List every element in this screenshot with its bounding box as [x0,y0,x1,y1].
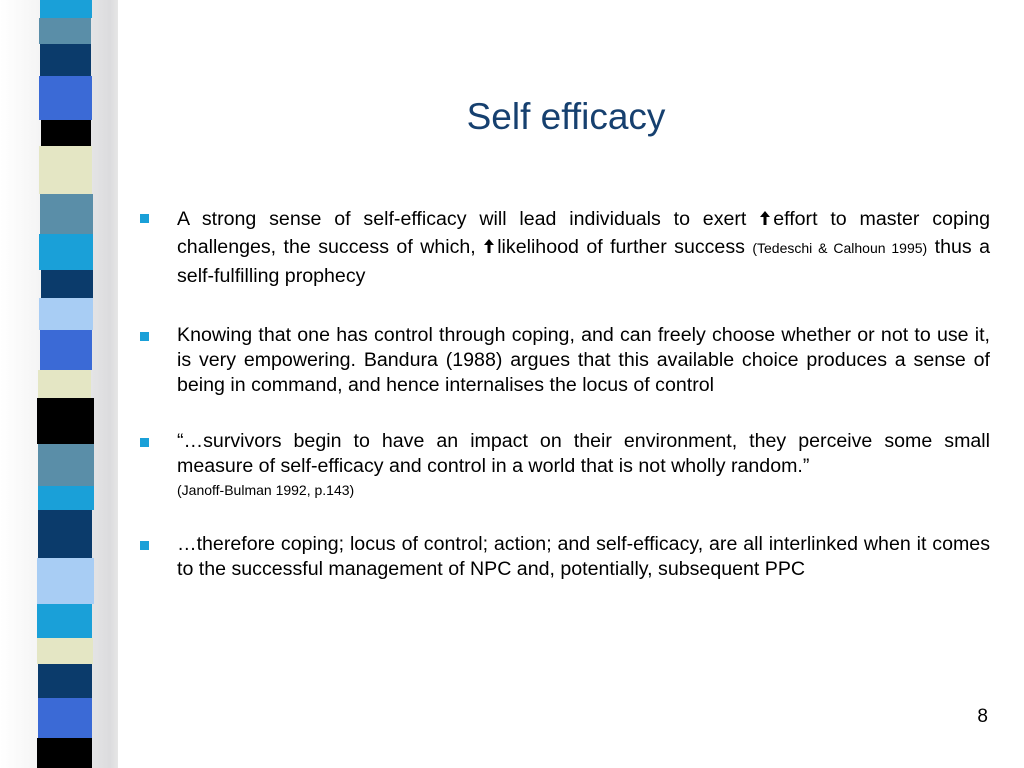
up-arrow-icon [483,238,495,254]
strip-block [39,298,93,330]
strip-block [38,370,91,398]
square-bullet-icon [140,214,149,223]
strip-block [40,194,93,234]
bullet-item-quote [140,429,990,501]
decorative-color-strip [0,0,118,768]
strip-block [37,558,94,604]
up-arrow-icon [759,210,771,226]
strip-block [39,76,92,120]
strip-block [41,120,91,146]
strip-block [38,486,94,510]
bullet-text-part: likelihood of further success [497,236,753,258]
square-bullet-icon [140,438,149,447]
strip-block [40,44,91,76]
strip-block [37,604,92,638]
bullet-text [177,208,990,287]
square-bullet-icon [140,541,149,550]
bullet-text-part: thus a self-fulfilling prophecy [177,236,990,287]
strip-block [41,270,93,298]
strip-block [39,234,93,270]
bullet-item-control [140,323,990,398]
bullet-item-self-efficacy [140,205,990,290]
square-bullet-icon [140,332,149,341]
strip-block [40,0,92,18]
bullet-text: “…survivors begin to have an impact on their environment, they perceive some small measure of self-efficacy and control in a world that is not wholly random.” [177,430,990,477]
strip-block [38,698,92,738]
citation: (Tedeschi & Calhoun 1995) [752,240,928,256]
slide-title: Self efficacy [466,96,666,137]
bullet-text: Knowing that one has control through coping, and can freely choose whether or not to use it, is very empowering. Bandura (1988) argues that this available choice produces a sense of being in command, and hence internalises the locus of control [177,324,990,396]
citation: (Janoff-Bulman 1992, p.143) [177,482,355,498]
strip-block [38,444,94,486]
bullet-text-part: effort to master coping challenges, the success of which, [177,208,990,258]
slide-number: 8 [977,706,988,727]
strip-block [37,638,93,664]
bullet-item-conclusion [140,532,990,582]
bullet-list [140,205,990,613]
strip-block [39,18,91,44]
bullet-text-part: A strong sense of self-efficacy will lead individuals to exert [177,208,760,230]
strip-block [38,664,92,698]
strip-block [40,330,92,370]
bullet-text: …therefore coping; locus of control; action; and self-efficacy, are all interlinked when it comes to the successful management of NPC and, potentially, subsequent PPC [177,533,990,580]
strip-block [37,738,92,768]
strip-block [38,510,92,558]
strip-block [37,398,94,444]
strip-block [39,146,92,194]
